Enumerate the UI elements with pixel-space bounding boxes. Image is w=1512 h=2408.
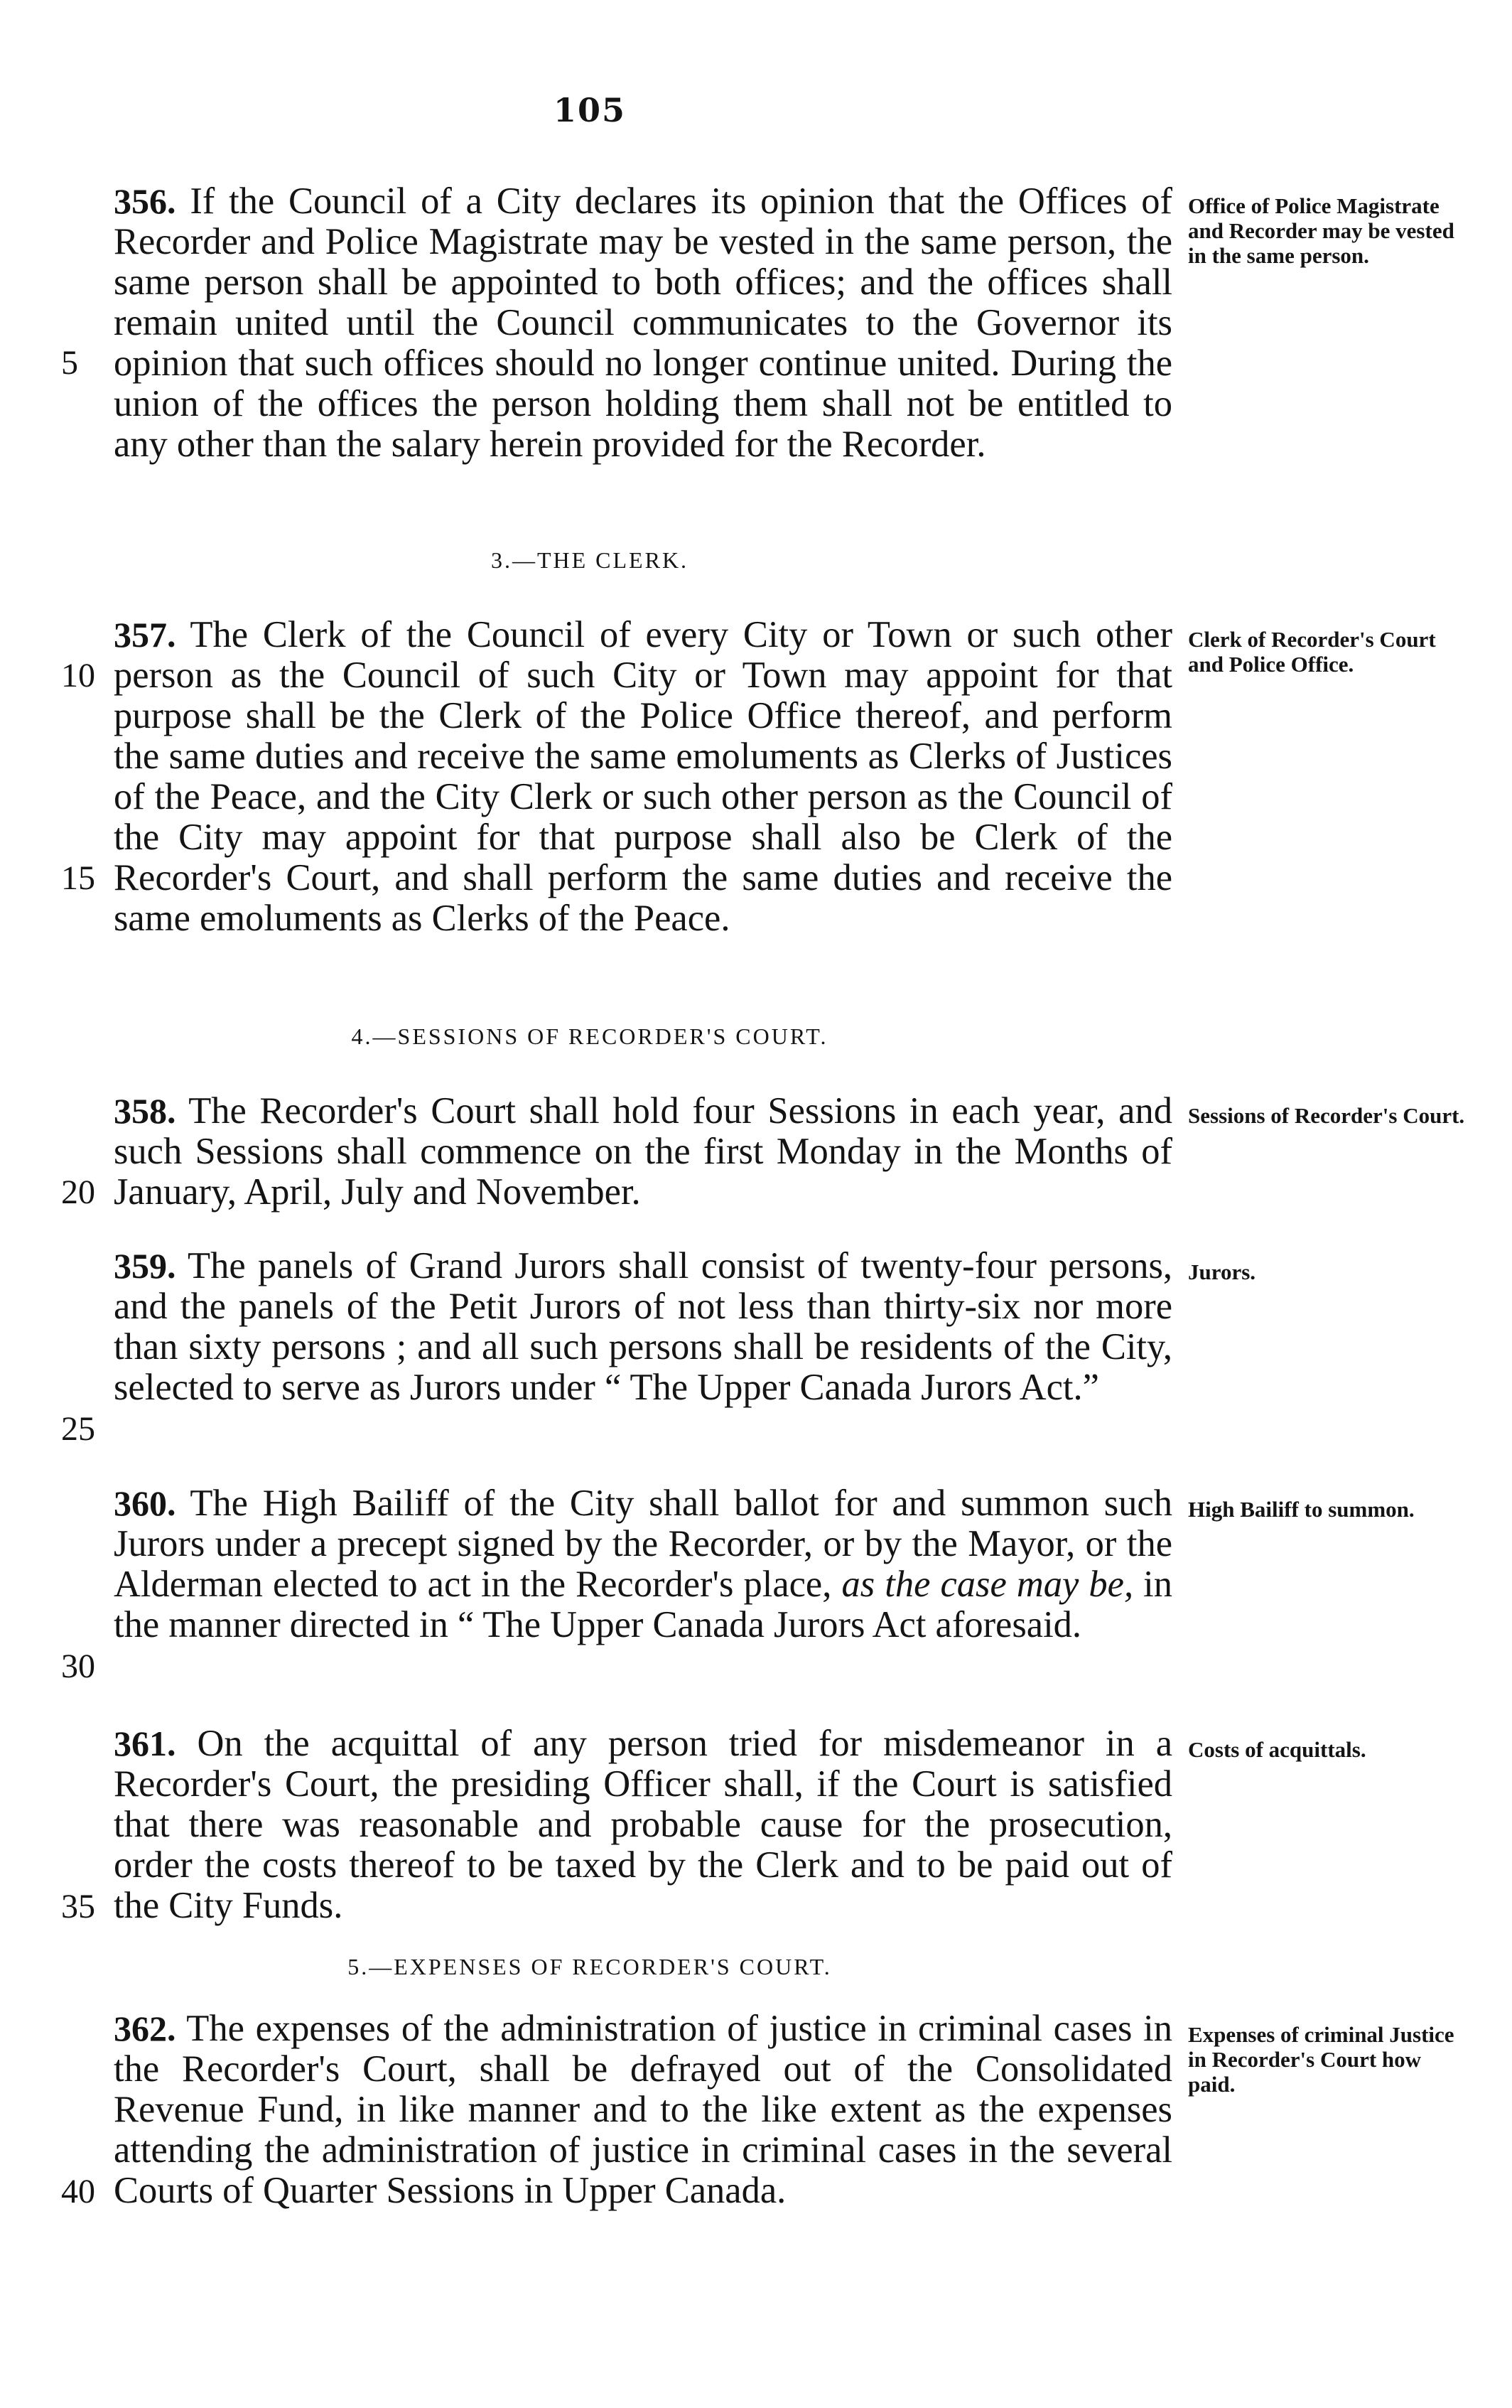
heading-sessions: 4.—SESSIONS OF RECORDER'S COURT. <box>351 1023 828 1049</box>
section-356 <box>114 181 1172 465</box>
section-number: 361. <box>114 1724 176 1763</box>
line-number: 35 <box>61 1888 95 1925</box>
margin-note-358: Sessions of Recorder's Court. <box>1188 1103 1465 1128</box>
section-number: 359. <box>114 1246 176 1286</box>
margin-note-357: Clerk of Recorder's Court and Police Office. <box>1188 627 1436 677</box>
section-number: 362. <box>114 2009 176 2048</box>
section-text-italic: as the case may be, <box>841 1564 1134 1605</box>
margin-note-361: Costs of acquittals. <box>1188 1737 1366 1762</box>
section-text: If the Council of a City declares its opinion that the Offices of Recorder and Police Magistrate may be vested in the same person, the same person shall be appointed to both offices; and the offices shall remain united until the Council communicates to the Governor its opinion that such offices should no longer continue united. During the union of the offices the person holding them shall not be entitled to any other than the salary herein provided for the Recorder. <box>114 181 1172 465</box>
section-text: The Clerk of the Council of every City or Town or such other person as the Council of such City or Town may appoint for that purpose shall be the Clerk of the Police Office thereof, and perform the same duties and receive the same emoluments as Clerks of Justices of the Peace, and the City Clerk or such other person as the Council of the City may appoint for that purpose shall also be Clerk of the Recorder's Court, and shall perform the same duties and receive the same emoluments as Clerks of the Peace. <box>114 614 1172 939</box>
heading-expenses: 5.—EXPENSES OF RECORDER'S COURT. <box>347 1954 832 1979</box>
section-357 <box>114 615 1172 939</box>
section-text-before: The High Bailiff of the City shall ballot for and summon such Jurors under a precept signed by the Recorder, or by the Mayor, or the Alderman elected to act in the Recorder's place, <box>114 1483 1172 1605</box>
section-text: The panels of Grand Jurors shall consist of twenty-four persons, and the panels of the Petit Jurors of not less than thirty-six nor more than sixty persons ; and all such persons shall be residents of the City, selected to serve as Jurors under “ The Upper Canada Jurors Act.” <box>114 1245 1172 1408</box>
line-number: 25 <box>61 1410 95 1448</box>
section-text: The Recorder's Court shall hold four Sessions in each year, and such Sessions shall commence on the first Monday in the Months of January, April, July and November. <box>114 1090 1172 1213</box>
section-number: 357. <box>114 615 176 655</box>
margin-note-356: Office of Police Magistrate and Recorder may be vested in the same person. <box>1188 193 1454 268</box>
margin-note-359: Jurors. <box>1188 1259 1256 1284</box>
margin-note-362: Expenses of criminal Justice in Recorder's Court how paid. <box>1188 2022 1454 2097</box>
line-number: 40 <box>61 2173 95 2210</box>
section-360 <box>114 1483 1172 1645</box>
section-number: 356. <box>114 181 176 221</box>
section-text: The expenses of the administration of justice in criminal cases in the Recorder's Court, shall be defrayed out of the Consolidated Revenue Fund, in like manner and to the like extent as the expenses attending the administration of justice in criminal cases in the several Courts of Quarter Sessions in Upper Canada. <box>114 2008 1172 2211</box>
line-number: 5 <box>61 344 78 382</box>
section-text: On the acquittal of any person tried for misdemeanor in a Recorder's Court, the presiding Officer shall, if the Court is satisfied that there was reasonable and probable cause for the prosecution, order the costs thereof to be taxed by the Clerk and to be paid out of the City Funds. <box>114 1723 1172 1926</box>
section-362 <box>114 2009 1172 2211</box>
section-number: 360. <box>114 1483 176 1523</box>
section-358 <box>114 1091 1172 1213</box>
section-number: 358. <box>114 1091 176 1131</box>
line-number: 15 <box>61 859 95 897</box>
line-number: 10 <box>61 657 95 694</box>
line-number: 30 <box>61 1648 95 1685</box>
line-number: 20 <box>61 1173 95 1211</box>
margin-note-360: High Bailiff to summon. <box>1188 1497 1415 1522</box>
section-359 <box>114 1246 1172 1408</box>
page-number: 105 <box>553 91 627 129</box>
heading-clerk: 3.—THE CLERK. <box>490 547 689 573</box>
section-text-after: in the manner directed in “ The Upper Canada Jurors Act aforesaid. <box>114 1564 1173 1645</box>
section-361 <box>114 1724 1172 1926</box>
